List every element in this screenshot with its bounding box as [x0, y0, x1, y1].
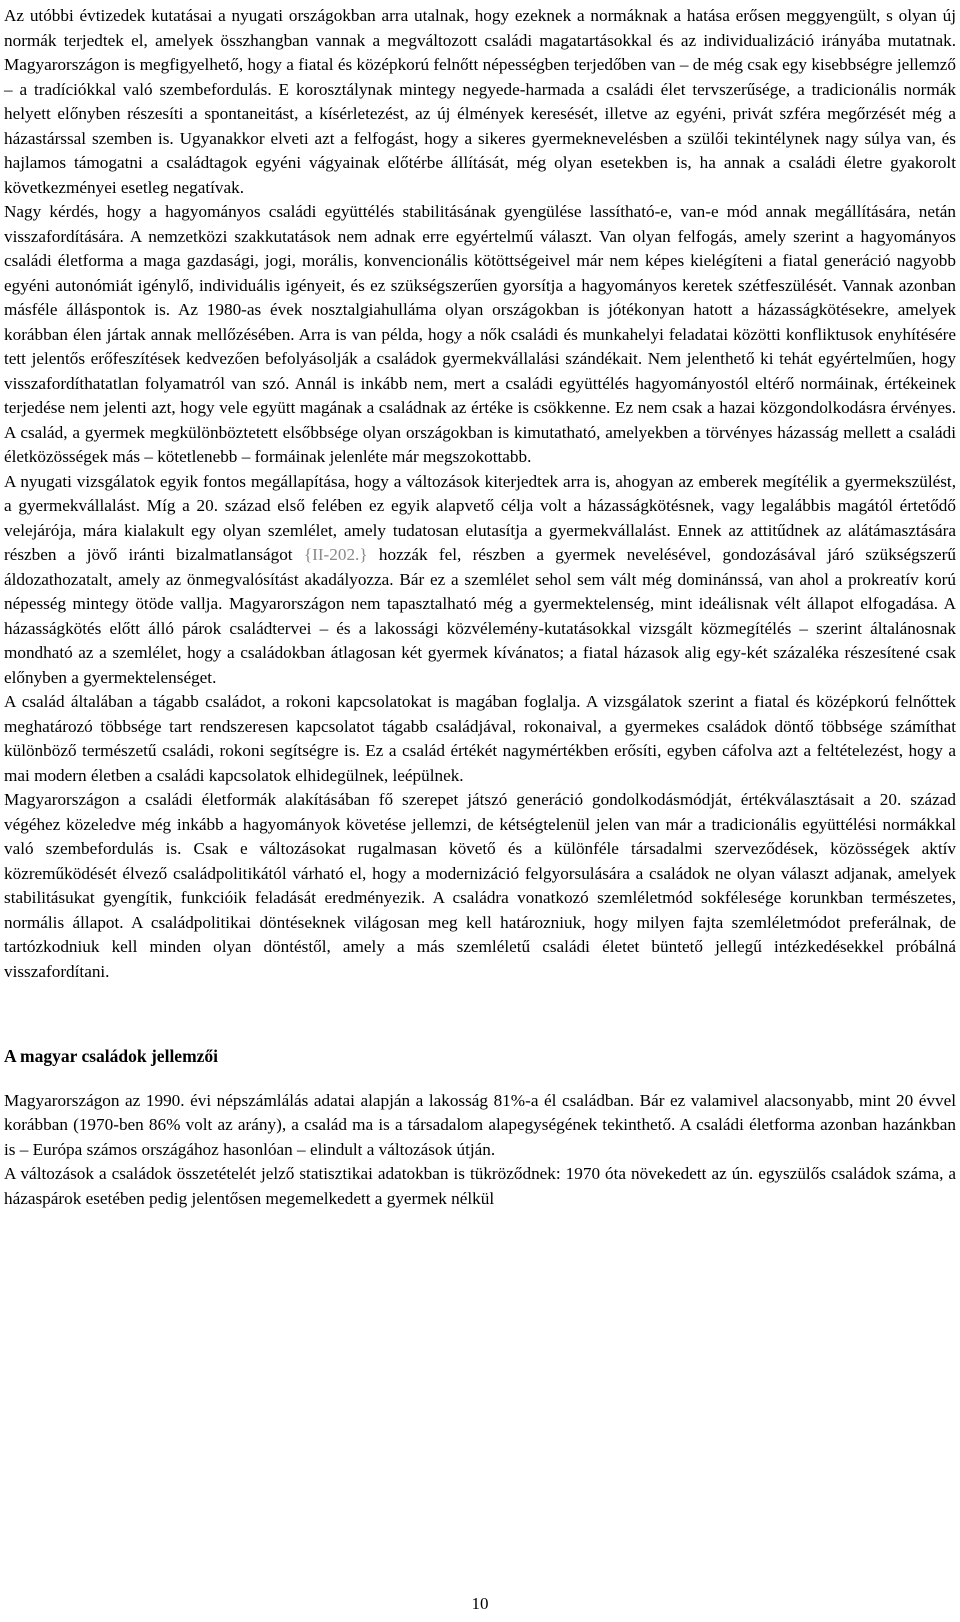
- section-heading: A magyar családok jellemzői: [4, 1046, 219, 1066]
- page-number: 10: [471, 1594, 489, 1613]
- body-paragraph: Az utóbbi évtizedek kutatásai a nyugati országokban arra utalnak, hogy ezeknek a normáknak a hatása erősen meggyengült, s olyan új normák terjedtek el, amelyek összhangban vannak a megváltozott családi magatartásokkal és az individualizáció irányába mutatnak. Magyarországon is megfigyelhető, hogy a fiatal és középkorú felnőtt népességben terjedőben van – de még csak egy kisebbségre jellemző – a tradíciókkal való szembefordulás. E korosztálynak mintegy negyede-harmada a családi élet tervszerűsége, a tradicionális normák helyett előnyben részesíti a spontaneitást, a kísérletezést, az új élmények keresését, illetve az egyéni, privát szféra megőrzését még a házastárssal szemben is. Ugyanakkor elveti azt a felfogást, hogy a sikeres gyermeknevelésben a szülői tekintélynek nagy súlya van, és hajlamos támogatni a családtagok egyéni vágyainak előtérbe állítását, még olyan esetekben is, ha annak a családi életre gyakorolt következményei esetleg negatívak.: [4, 6, 956, 197]
- document-page: [4, 4, 956, 1211]
- reference-citation: {II-202.}: [303, 545, 368, 564]
- body-paragraph: Nagy kérdés, hogy a hagyományos családi együttélés stabilitásának gyengülése lassítható-e, van-e mód annak megállítására, netán visszafordítására. A nemzetközi szakkutatások nem adnak erre egyértelmű választ. Van olyan felfogás, amely szerint a hagyományos családi életforma a maga gazdasági, jogi, morális, konvencionális kötöttségeivel már nem képes kielégíteni a fiatal generáció nagyobb egyéni autonómiát igénylő, individuális igényeit, és ez szükségszerűen gyorsítja a hagyományos keretek szétfeszülését. Vannak azonban másféle álláspontok is. Az 1980-as évek nosztalgiahulláma olyan országokban is jótékonyan hatott a házasságkötésekre, amelyek korábban élen jártak annak mellőzésében. Arra is van példa, hogy a nők családi és munkahelyi feladatai közötti konfliktusok enyhítésére tett jelentős erőfeszítések kedvezően befolyásolják a családok gyermekvállalási szándékait. Nem jelenthető ki tehát egyértelműen, hogy visszafordíthatatlan folyamatról van szó. Annál is inkább nem, mert a családi együttélés hagyományostól eltérő normáinak, értékeinek terjedése nem jelenti azt, hogy vele együtt magának a családnak az értéke is csökkenne. Ez nem csak a hazai közgondolkodásra érvényes. A család, a gyermek megkülönböztetett elsőbbsége olyan országokban is kimutatható, amelyekben a törvényes házasság mellett a családi életközösségek más – kötetlenebb – formáinak jelenléte már megszokottabb.: [4, 202, 956, 466]
- body-paragraph: Magyarországon a családi életformák alakításában fő szerepet játszó generáció gondolkodásmódját, értékválasztásait a 20. század végéhez közeledve még inkább a hagyományok követése jellemzi, de kétségtelenül jelen van már a tradicionális együttélési normákkal való szembefordulás is. Csak e változásokat rugalmasan követő és a különféle társadalmi szerveződések, közösségek aktív közreműködését élvező családpolitikától várható el, hogy a modernizáció felgyorsulására a családok ne olyan választ adjanak, amelyek stabilitásukat gyengítik, funkcióik feladását eredményezik. A családra vonatkozó szemléletmód sokfélesége korunkban természetes, normális állapot. A családpolitikai döntéseknek világosan meg kell határozniuk, hogy milyen fajta szemléletmódot preferálnak, de tartózkodniuk kell minden olyan döntéstől, amely a más szemléletű családi életet büntető jellegű intézkedésekkel próbálná visszafordítani.: [4, 790, 956, 981]
- paragraph-text: A nyugati vizsgálatok egyik fontos megállapítása, hogy a változások kiterjedtek arra is, ahogyan az emberek megítélik a gyermekszülést, a gyermekvállalást. Míg a 20. század első felében ez egyik alapvető célja volt a házasságkötésnek, vagy legalábbis magától értetődő velejárója, mára kialakult egy olyan szemlélet, amely tudatosan elutasítja a gyermekvállalást. Ennek az attitűdnek az alátámasztására részben a jövő iránti bizalmatlanságot: [4, 471, 956, 564]
- paragraph-text: hozzák fel, részben a gyermek nevelésével, gondozásával járó szükségszerű áldozathozatalt, amely az önmegvalósítást akadályozza. Bár ez a szemlélet sehol sem vált még dominánssá, van ahol a prokreatív korú népesség mintegy ötöde vallja. Magyarországon nem tapasztalható még a gyermektelenség, mint ideálisnak vélt állapot elfogadása. A házasságkötés előtt álló párok családtervei – és a lakossági közvélemény-kutatásokkal vizsgált közmegítélés – szerint általánosnak mondható az a szemlélet, hogy a családokban átlagosan két gyermek kívánatos; a fiatal házasok alig egy-két százaléka részesítené csak előnyben a gyermektelenséget.: [4, 545, 956, 687]
- body-paragraph: A változások a családok összetételét jelző statisztikai adatokban is tükröződnek: 1970 óta növekedett az ún. egyszülős családok száma, a házaspárok esetében pedig jelentősen megemelkedett a gyermek nélkül: [4, 1164, 956, 1208]
- body-paragraph: Magyarországon az 1990. évi népszámlálás adatai alapján a lakosság 81%-a él családban. Bár ez valamivel alacsonyabb, mint 20 évvel korábban (1970-ben 86% volt az arány), a család ma is a társadalom alapegységének tekinthető. A családi életforma azonban hazánkban is – Európa számos országához hasonlóan – elindult a változások útján.: [4, 1090, 956, 1159]
- body-paragraph: A család általában a tágabb családot, a rokoni kapcsolatokat is magában foglalja. A vizsgálatok szerint a fiatal és középkorú felnőttek meghatározó többsége tart rendszeresen kapcsolatot tágabb családjával, rokonaival, a gyermekes családok döntő többsége számíthat különböző természetű családi, rokoni segítségre is. Ez a család értékét nagymértékben erősíti, egyben cáfolva azt a feltételezést, hogy a mai modern életben a családi kapcsolatok elhidegülnek, leépülnek.: [4, 692, 956, 785]
- body-paragraph-with-reference: [4, 470, 956, 691]
